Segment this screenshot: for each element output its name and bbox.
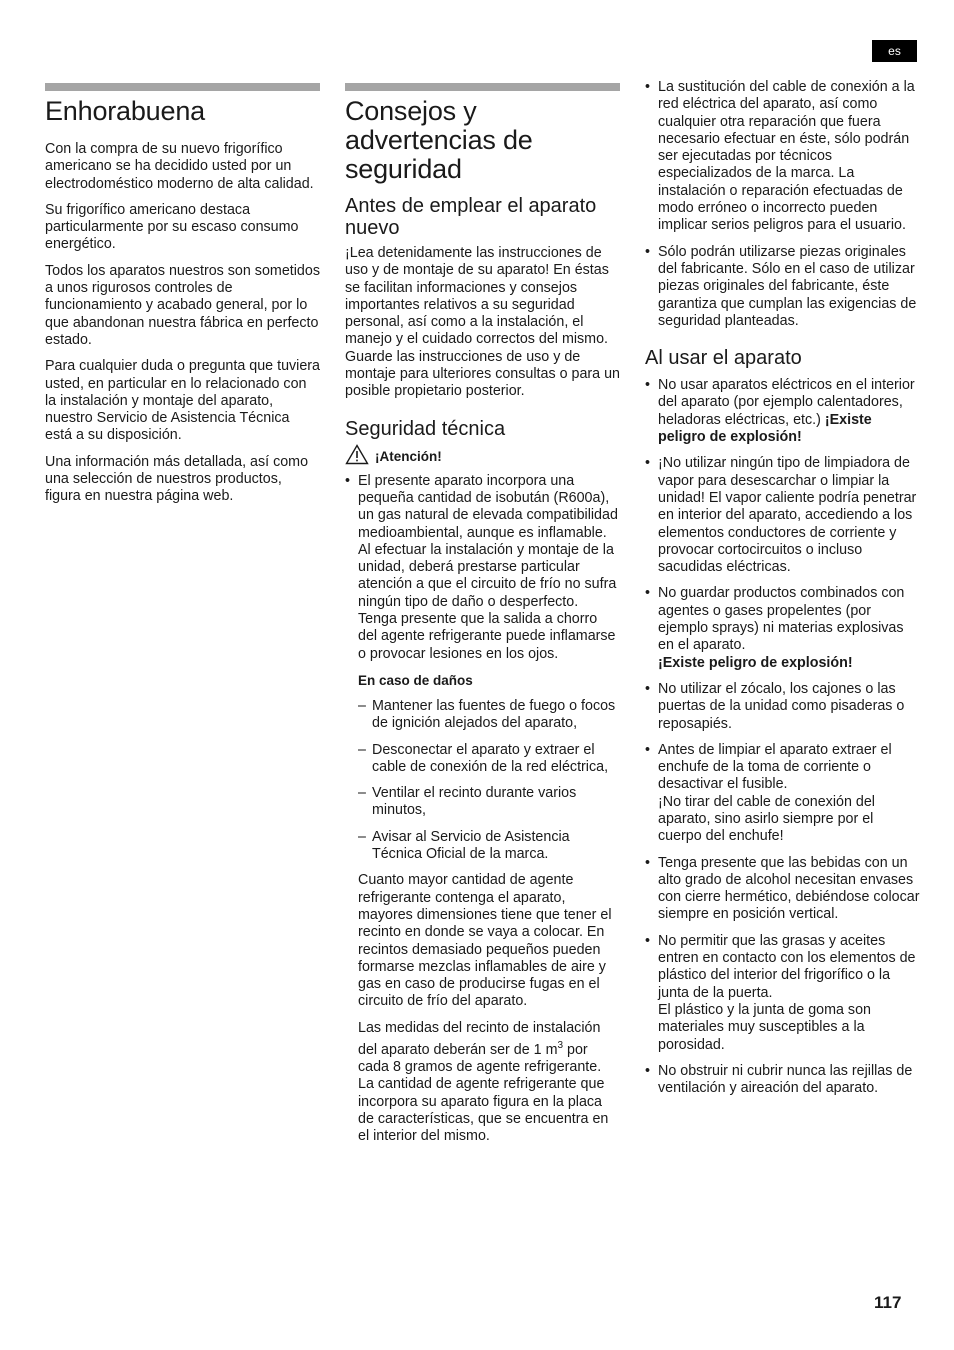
warning-text: ¡Existe peligro de explosión!	[658, 411, 872, 446]
column-safety	[345, 83, 620, 1155]
subheading-before-use: Antes de emplear el aparato nuevo	[345, 195, 597, 239]
superscript: 3	[557, 1039, 564, 1051]
text-span: Las medidas del recinto de instalación del aparato deberán ser de 1 m	[358, 1019, 601, 1058]
paragraph: Una información más detallada, así como una selección de nuestros productos, figura en nuestra página web.	[45, 453, 309, 505]
text-span: por cada 8 gramos de agente refrigerante. La cantidad de agente refrigerante que incorpora su aparato figura en la placa de características, que se encuentra en el interior del mismo.	[358, 1041, 609, 1145]
list-item: – Desconectar el aparato y extraer el cable de conexión de la red eléctrica,	[358, 742, 620, 777]
subheading-using-appliance: Al usar el aparato	[645, 347, 802, 370]
repair-list	[645, 79, 920, 330]
list-item: • Tenga presente que las bebidas con un alto grado de alcohol necesitan envases con cierre hermético, debiéndose colocar siempre en posición vertical.	[645, 855, 920, 924]
heading-enhorabuena: Enhorabuena	[45, 96, 205, 126]
section-rule	[45, 83, 320, 91]
text-span: No permitir que las grasas y aceites entren en contacto con los elementos de plástico del interior del frigorífico o la junta de la puerta.	[658, 932, 916, 1001]
list-item: – Ventilar el recinto durante varios minutos,	[358, 785, 620, 820]
text-span: No guardar productos combinados con agentes o gases propelentes (por ejemplo sprays) ni materias explosivas en el aparato.	[658, 585, 905, 654]
list-item: – Mantener las fuentes de fuego o focos de ignición alejados del aparato,	[358, 698, 620, 733]
list-item: • Sólo podrán utilizarse piezas originales del fabricante. Sólo en el caso de utilizar piezas originales del fabricante, éste garantiza que cumplan las exigencias de seguridad planteadas.	[645, 244, 920, 330]
list-item	[645, 377, 920, 446]
page-number: 117	[874, 1293, 902, 1312]
column-congratulations	[45, 83, 320, 515]
language-badge: es	[872, 40, 917, 62]
list-item: • El presente aparato incorpora una pequeña cantidad de isobután (R600a), un gas natural de elevada compatibilidad medioambiental, aunque es inflamable. Al efectuar la instalación y montaje de la unidad, deberá prestarse particular atención a que el circuito de frío no sufra ningún tipo de daño o desperfecto. Tenga presente que la salida a chorro del agente refrigerante puede inflamarse o provocar lesiones en los ojos.	[345, 473, 620, 663]
keep-instructions-text: Guarde las instrucciones de uso y de montaje para ulteriores consultas o para un posible propietario posterior.	[345, 348, 620, 400]
room-size-paragraph	[358, 1020, 620, 1146]
technical-safety-list	[345, 473, 620, 663]
list-item: • No utilizar el zócalo, los cajones o las puertas de la unidad como pisaderas o reposapiés.	[645, 681, 920, 733]
damage-heading: En caso de daños	[358, 672, 473, 688]
heading-safety: Consejos y advertencias de seguridad	[345, 96, 533, 184]
column-usage	[645, 79, 920, 1106]
list-item: • No obstruir ni cubrir nunca las rejillas de ventilación y aireación del aparato.	[645, 1063, 920, 1098]
list-item: • ¡No utilizar ningún tipo de limpiadora de vapor para desescarchar o limpiar la unidad! El vapor caliente podría penetrar en interior del aparato, accediendo a los elementos conductores de corriente y provocar cortocircuitos o incluso sacudidas eléctricas.	[645, 455, 920, 576]
subheading-technical-safety: Seguridad técnica	[345, 417, 506, 440]
list-item	[645, 933, 920, 1054]
attention-note	[345, 444, 620, 465]
list-item	[645, 585, 920, 671]
list-item	[645, 742, 920, 846]
warning-triangle-icon	[345, 444, 369, 465]
section-rule	[345, 83, 620, 91]
before-use-text: ¡Lea detenidamente las instrucciones de uso y de montaje de su aparato! En éstas se facilitan informaciones y consejos importantes relativos a su seguridad personal, así como a la instalación, el manejo y el cuidado correctos del mismo.	[345, 245, 609, 348]
paragraph: Para cualquier duda o pregunta que tuviera usted, en particular en lo relacionado con la instalación y montaje del aparato, nuestro Servicio de Asistencia Técnica está a su disposición.	[45, 358, 321, 444]
paragraph: Todos los aparatos nuestros son sometidos a unos rigurosos controles de funcionamiento y acabado general, por lo que abandonan nuestra fábrica en perfecto estado.	[45, 262, 320, 348]
text-span: El plástico y la junta de goma son materiales muy susceptibles a la porosidad.	[658, 1001, 871, 1053]
text-span: ¡No tirar del cable de conexión del aparato, sino asirlo siempre por el cuerpo del enchufe!	[658, 793, 875, 845]
list-item: • La sustitución del cable de conexión a la red eléctrica del aparato, así como cualquier otra reparación que fuera necesario efectuar en éste, sólo podrán ser ejecutadas por técnicos especializados de la marca. La instalación o reparación efectuadas de modo erróneo o incorrecto pueden implicar serios peligros para el usuario.	[645, 79, 920, 235]
paragraph: Su frigorífico americano destaca particularmente por su escaso consumo energético.	[45, 201, 299, 253]
warning-text: ¡Existe peligro de explosión!	[658, 654, 853, 671]
damage-steps-list	[358, 698, 620, 863]
paragraph: Cuanto mayor cantidad de agente refrigerante contenga el aparato, mayores dimensiones tiene que tener el recinto en donde se vaya a colocar. En recintos demasiado pequeños pueden formarse mezclas inflamables de aire y gas en caso de producirse fugas en el circuito de frío del aparato.	[358, 872, 612, 1010]
usage-list	[645, 377, 920, 1097]
paragraph: Con la compra de su nuevo frigorífico americano se ha decidido usted por un electrodoméstico moderno de alta calidad.	[45, 141, 314, 192]
attention-label: ¡Atención!	[375, 448, 442, 464]
text-span: No usar aparatos eléctricos en el interior del aparato (por ejemplo calentadores, heladoras eléctricas, etc.)	[658, 377, 915, 428]
list-item: – Avisar al Servicio de Asistencia Técnica Oficial de la marca.	[358, 829, 620, 864]
text-span: Antes de limpiar el aparato extraer el enchufe de la toma de corriente o desactivar el fusible.	[658, 741, 892, 793]
